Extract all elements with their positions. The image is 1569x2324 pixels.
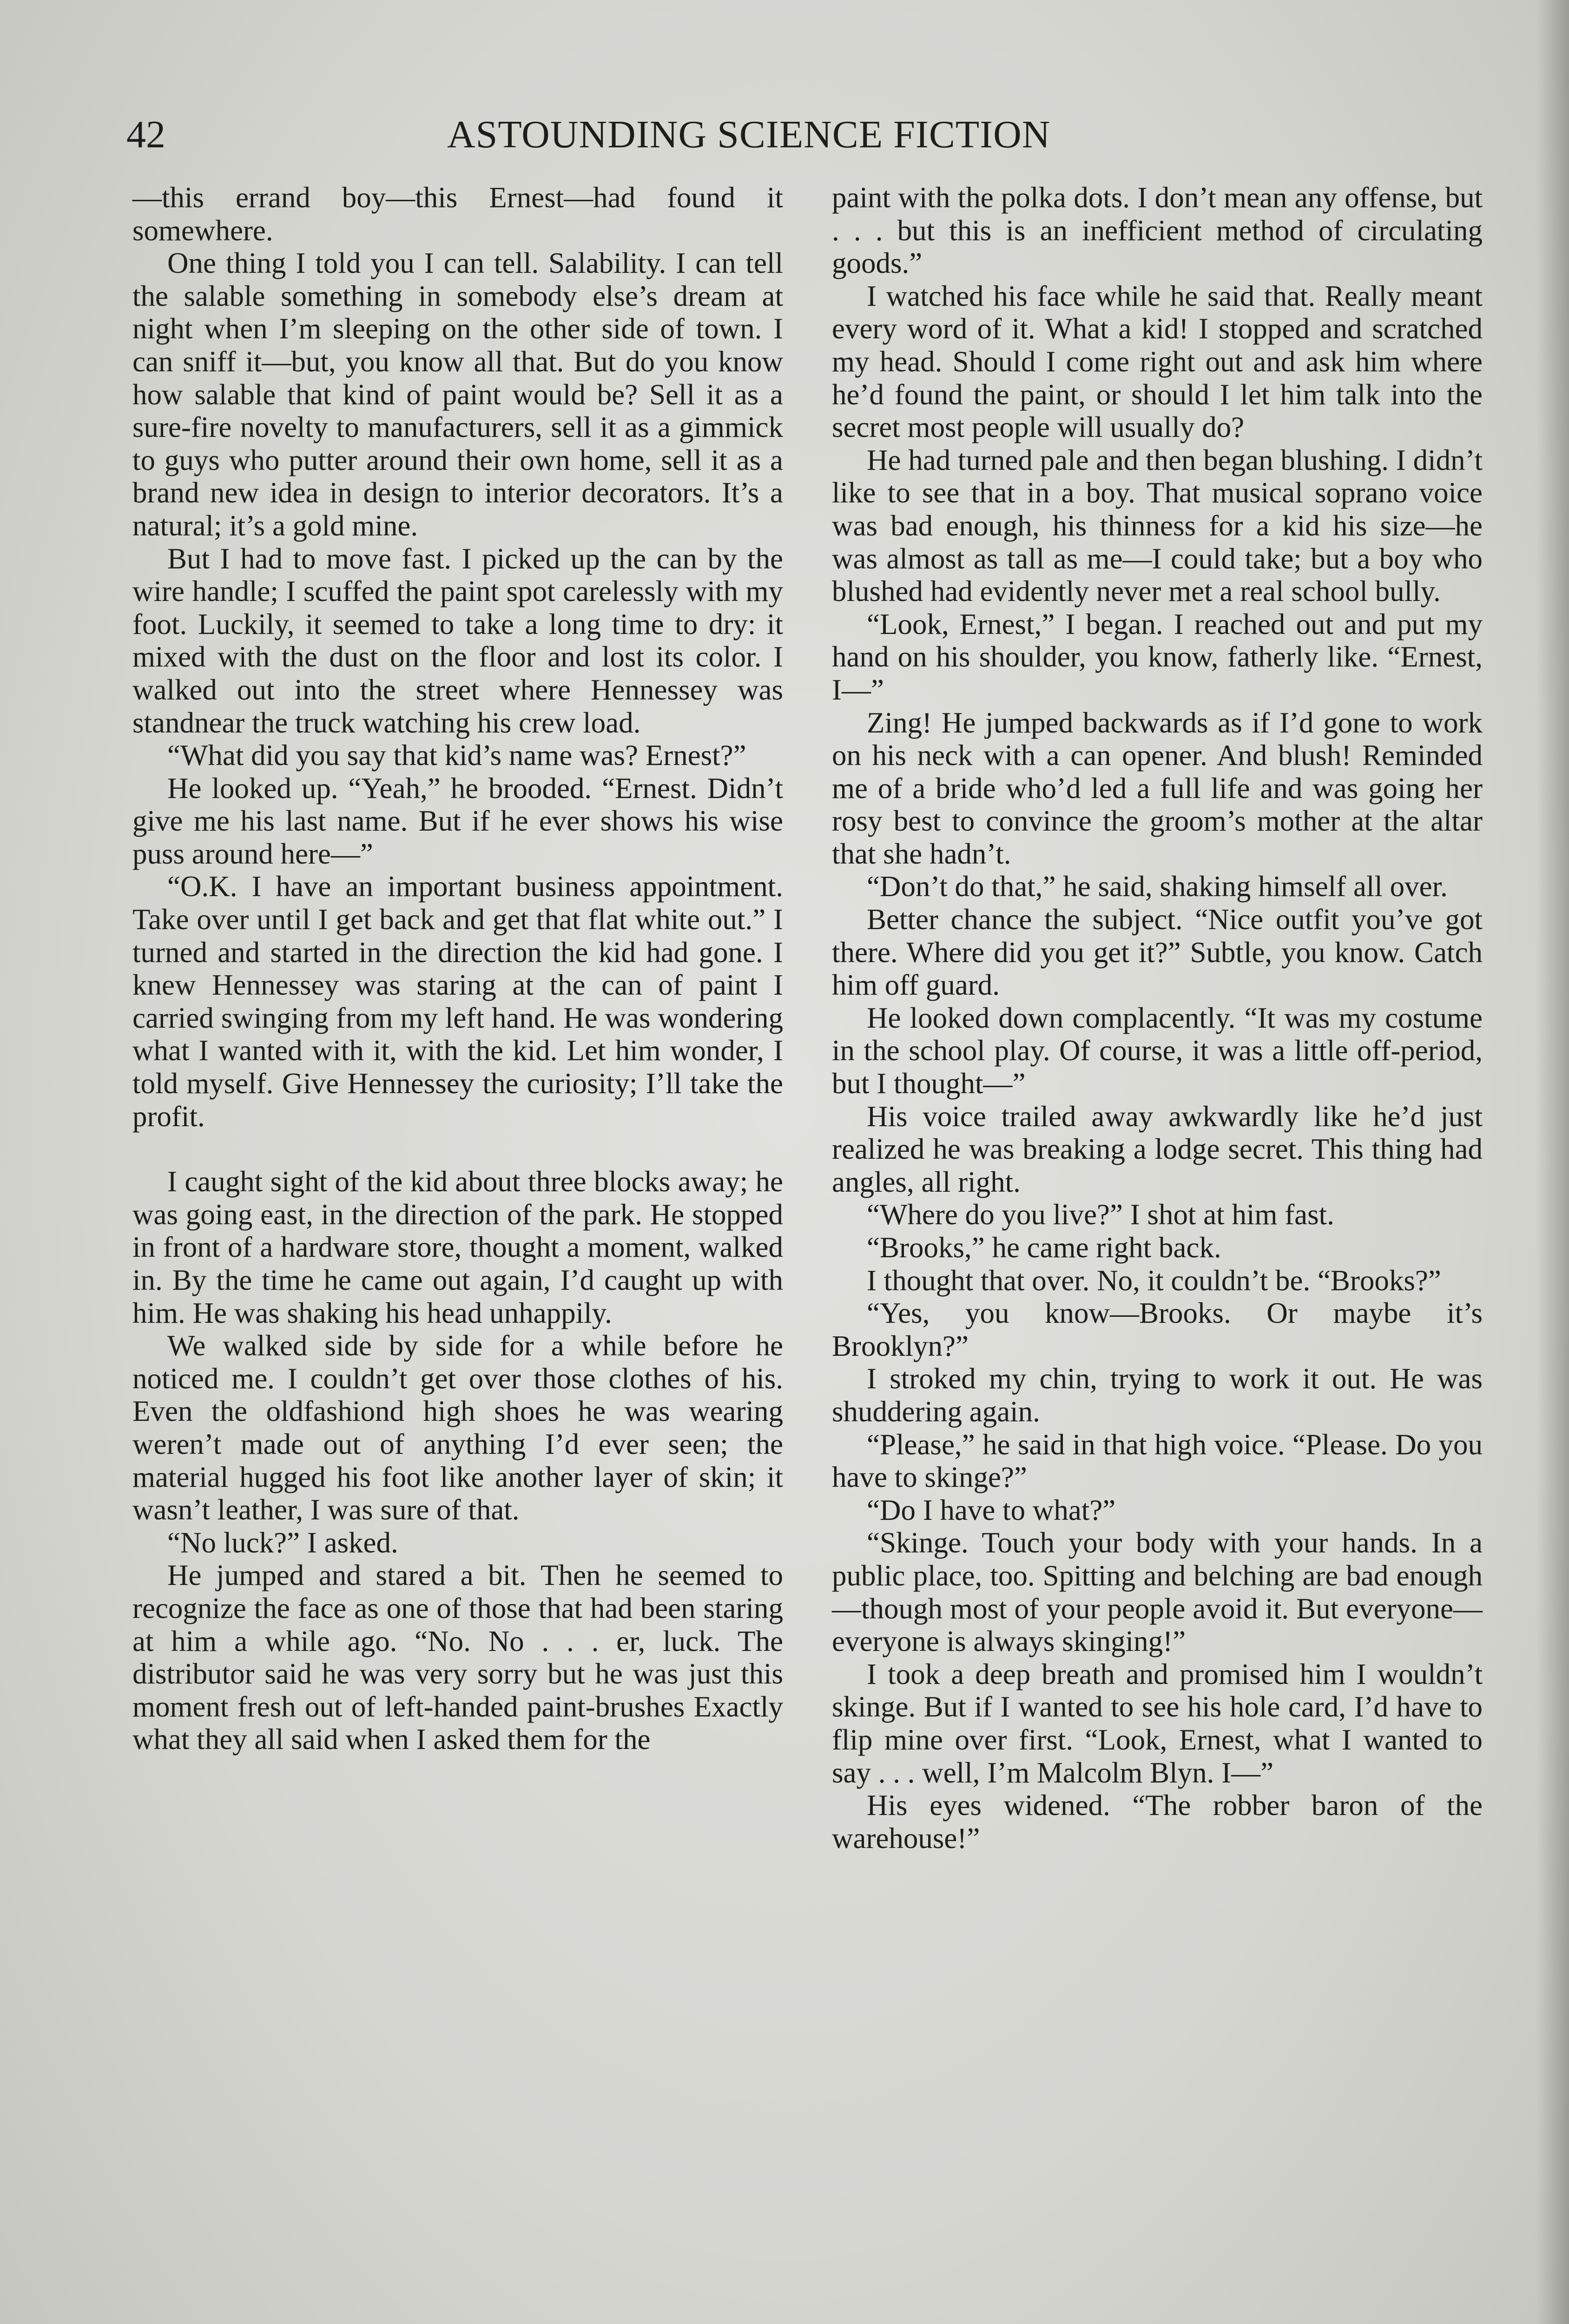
paragraph: “Please,” he said in that high voice. “Please. Do you have to skinge?”: [832, 1428, 1483, 1494]
paragraph: “Brooks,” he came right back.: [867, 1231, 1221, 1264]
paragraph: He had turned pale and then began blushing. I didn’t like to see that in a boy. That musical soprano voice was bad enough, his thinness for a kid his size—he was almost as tall as me—I could take; but a boy who blushed had evidently never met a real school bully.: [832, 443, 1483, 608]
paragraph: “No luck?” I asked.: [167, 1526, 398, 1559]
paragraph: I took a deep breath and promised him I wouldn’t skinge. But if I wanted to see his hole card, I’d have to flip mine over first. “Look, Ernest, what I wanted to say . . . well, I’m Malcolm Blyn. I—”: [832, 1657, 1483, 1789]
page-number: 42: [126, 113, 165, 156]
paragraph: paint with the polka dots. I don’t mean any offense, but . . . but this is an inefficient method of circulating goods.”: [832, 181, 1483, 280]
paragraph: I thought that over. No, it couldn’t be. “Brooks?”: [867, 1264, 1441, 1297]
paragraph: “Where do you live?” I shot at him fast.: [867, 1198, 1334, 1231]
paragraph: Zing! He jumped backwards as if I’d gone to work on his neck with a can opener. And blush! Reminded me of a bride who’d led a full life and was going her rosy best to convince the groom’s mother at the altar that she hadn’t.: [832, 706, 1483, 870]
paragraph: I watched his face while he said that. Really meant every word of it. What a kid! I stopped and scratched my head. Should I come right out and ask him where he’d found the paint, or should I let him talk into the secret most people will usually do?: [832, 279, 1483, 444]
paragraph: One thing I told you I can tell. Salability. I can tell the salable something in somebody else’s dream at night when I’m sleeping on the other side of town. I can sniff it—but, you know all that. But do you know how salable that kind of paint would be? Sell it as a sure-fire novelty to manufacturers, sell it as a gimmick to guys who putter around their own home, sell it as a brand new idea in design to interior decorators. It’s a natural; it’s a gold mine.: [132, 247, 783, 542]
paragraph: “O.K. I have an important business appointment. Take over until I get back and get that flat white out.” I turned and started in the direction the kid had gone. I knew Hennessey was staring at the can of paint I carried swinging from my left hand. He was wondering what I wanted with it, with the kid. Let him wonder, I told myself. Give Hennessey the curiosity; I’ll take the profit.: [132, 870, 783, 1133]
running-title: ASTOUNDING SCIENCE FICTION: [447, 113, 1051, 156]
paragraph: “Do I have to what?”: [867, 1493, 1116, 1526]
page-header: [126, 107, 1467, 163]
paragraph: “Skinge. Touch your body with your hands. In a public place, too. Spitting and belching are bad enough—though most of your people avoid it. But everyone—everyone is always skinging!”: [832, 1526, 1483, 1658]
right-column: [832, 181, 1483, 1855]
paragraph: I stroked my chin, trying to work it out. He was shuddering again.: [832, 1362, 1483, 1428]
paragraph: Better chance the subject. “Nice outfit you’ve got there. Where did you get it?” Subtle, you know. Catch him off guard.: [832, 903, 1483, 1002]
paragraph: His voice trailed away awkwardly like he’d just realized he was breaking a lodge secret. This thing had angles, all right.: [832, 1100, 1483, 1198]
paragraph: We walked side by side for a while before he noticed me. I couldn’t get over those clothes of his. Even the oldfashiond high shoes he was wearing weren’t made out of anything I’d ever seen; the material hugged his foot like another layer of skin; it wasn’t leather, I was sure of that.: [132, 1329, 783, 1526]
paragraph: “Yes, you know—Brooks. Or maybe it’s Brooklyn?”: [832, 1297, 1483, 1362]
paragraph: I caught sight of the kid about three blocks away; he was going east, in the direction of the park. He stopped in front of a hardware store, thought a moment, walked in. By the time he came out again, I’d caught up with him. He was shaking his head unhappily.: [132, 1165, 783, 1329]
paragraph: He looked down complacently. “It was my costume in the school play. Of course, it was a little off-period, but I thought—”: [832, 1001, 1483, 1100]
paragraph: But I had to move fast. I picked up the can by the wire handle; I scuffed the paint spot carelessly with my foot. Luckily, it seemed to take a long time to dry: it mixed with the dust on the floor and lost its color. I walked out into the street where Hennessey was standnear the truck watching his crew load.: [132, 542, 783, 739]
paragraph: —this errand boy—this Ernest—had found it somewhere.: [132, 181, 783, 247]
section-break: [132, 1133, 783, 1165]
paragraph: “Look, Ernest,” I began. I reached out and put my hand on his shoulder, you know, fatherly like. “Ernest, I—”: [832, 607, 1483, 706]
paragraph: “Don’t do that,” he said, shaking himself all over.: [867, 870, 1448, 903]
page-edge-shadow: [1536, 0, 1569, 2324]
paragraph: His eyes widened. “The robber baron of the warehouse!”: [832, 1789, 1483, 1855]
paragraph: He looked up. “Yeah,” he brooded. “Ernest. Didn’t give me his last name. But if he ever shows his wise puss around here—”: [132, 772, 783, 870]
left-column: [132, 181, 783, 1756]
paragraph: He jumped and stared a bit. Then he seemed to recognize the face as one of those that had been staring at him a while ago. “No. No . . . er, luck. The distributor said he was very sorry but he was just this moment fresh out of left-handed paint-brushes Exactly what they all said when I asked them for the: [132, 1559, 783, 1756]
paragraph: “What did you say that kid’s name was? Ernest?”: [167, 739, 746, 772]
